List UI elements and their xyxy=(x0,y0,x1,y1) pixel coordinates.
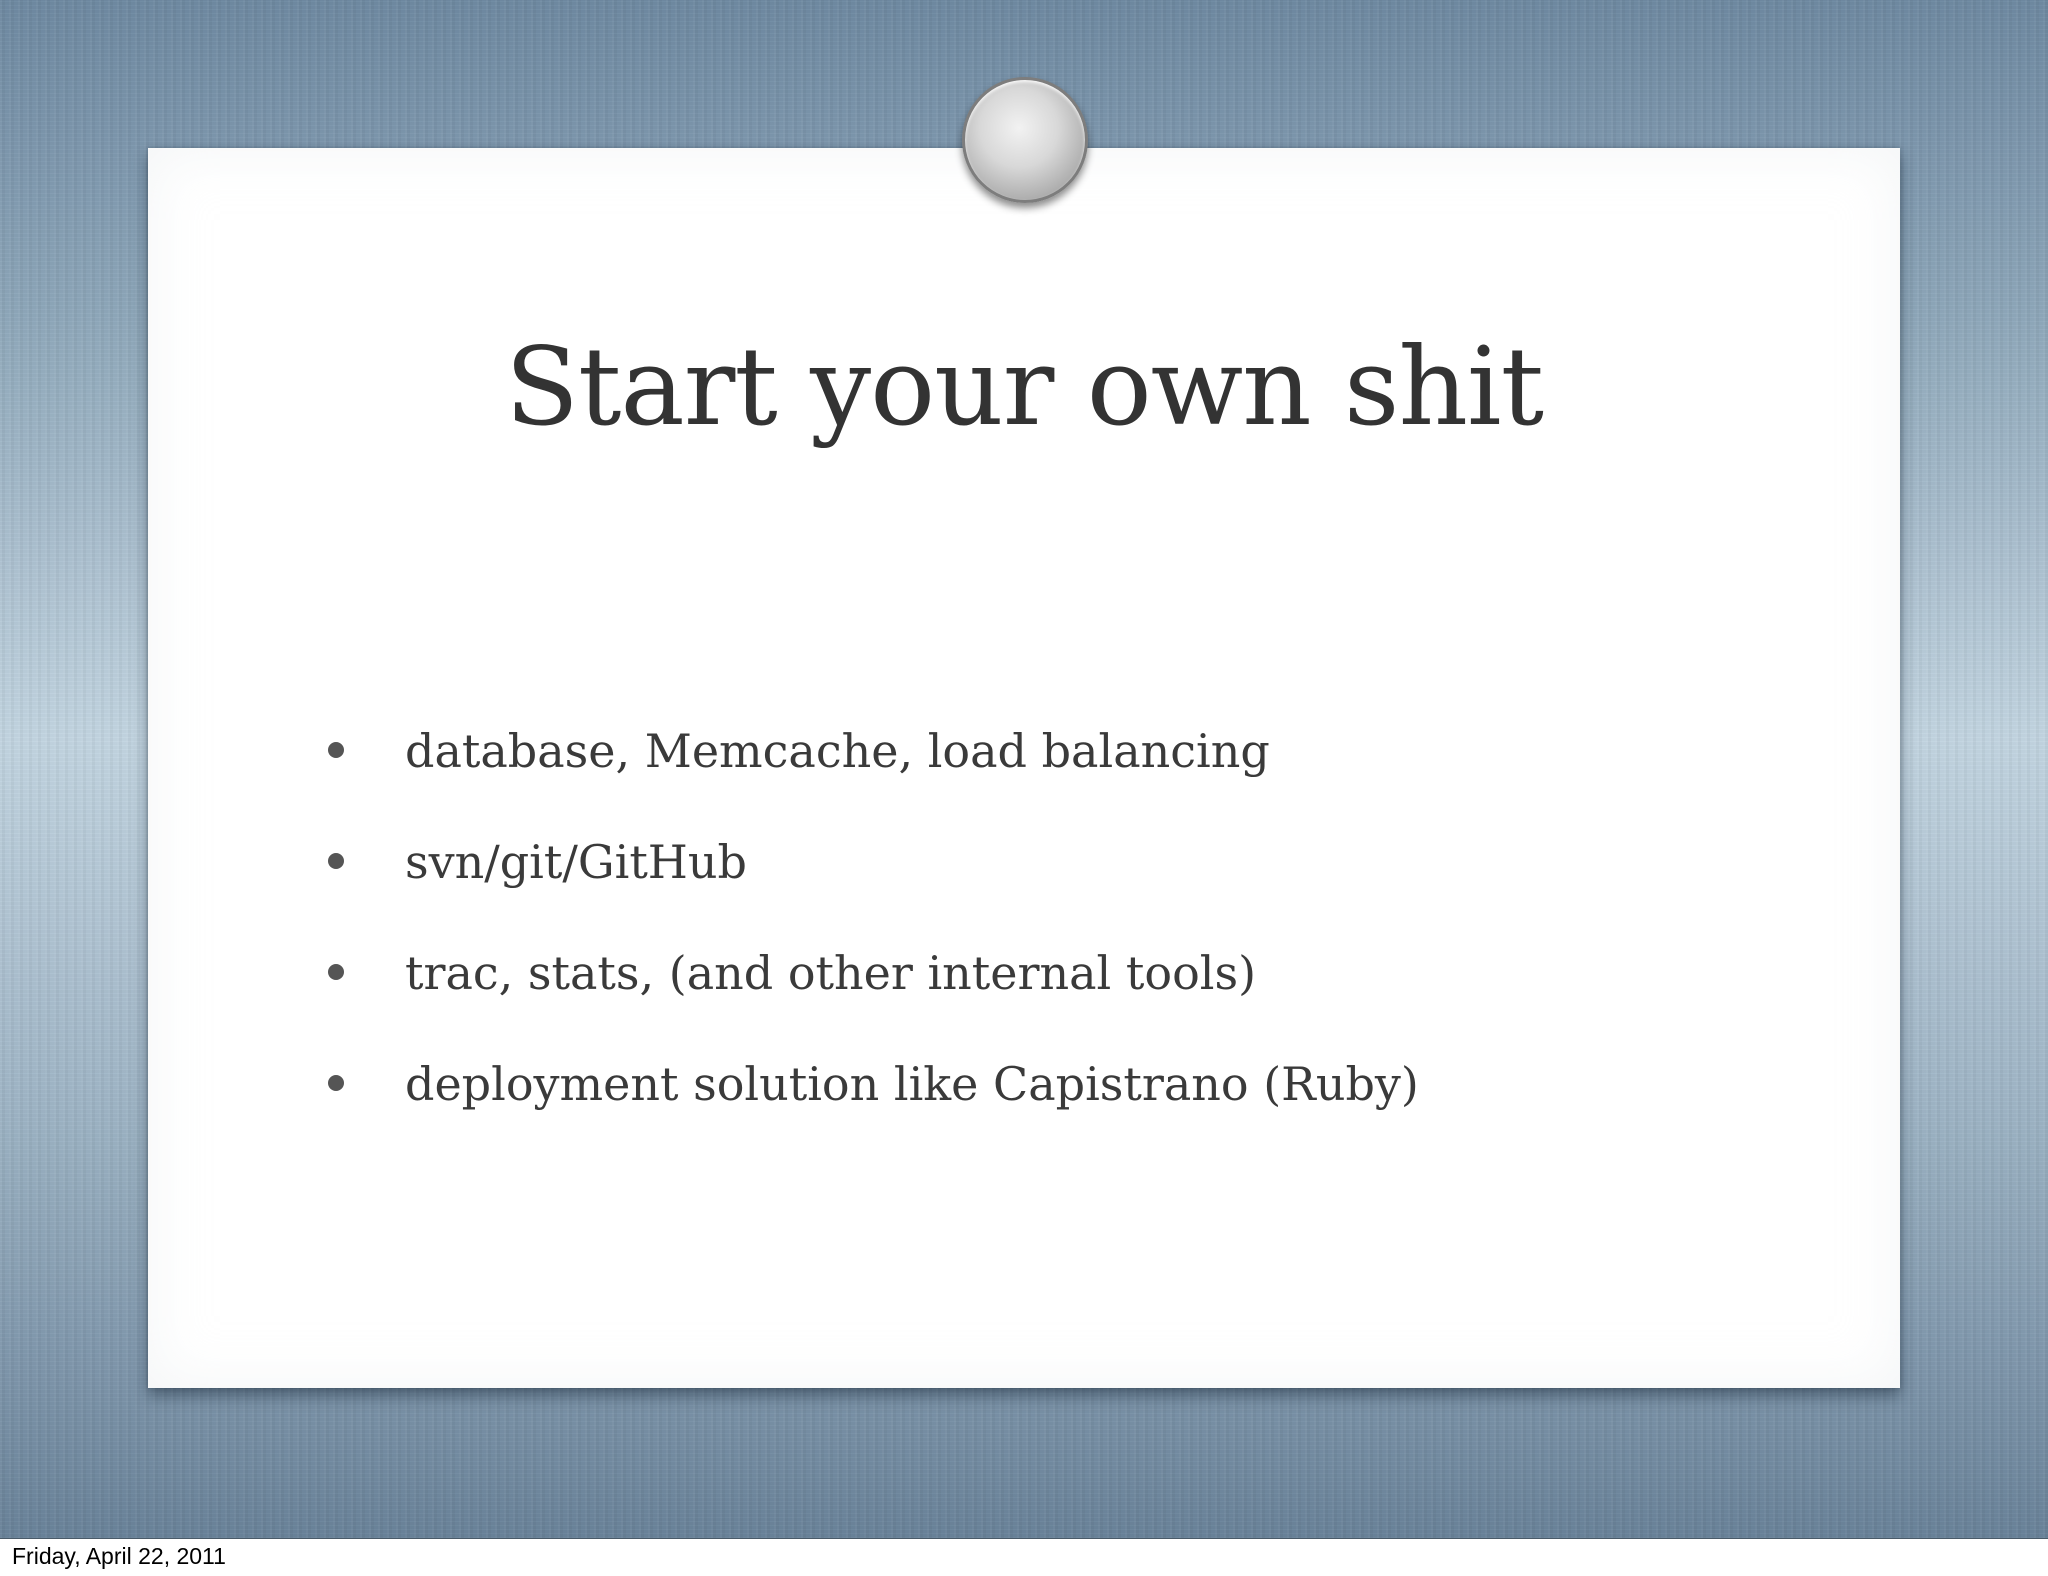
bullet-item xyxy=(316,940,1876,1051)
bullet-dot-icon xyxy=(328,742,344,758)
pushpin-icon xyxy=(962,77,1088,203)
bullet-item xyxy=(316,1051,1876,1162)
bullet-item xyxy=(316,718,1876,829)
bullet-item xyxy=(316,829,1876,940)
bullet-text: deployment solution like Capistrano (Ruby) xyxy=(405,1057,1419,1111)
bullet-dot-icon xyxy=(328,964,344,980)
footer-date: Friday, April 22, 2011 xyxy=(12,1543,226,1569)
bullet-list xyxy=(316,718,1876,1162)
bullet-dot-icon xyxy=(328,853,344,869)
slide-title: Start your own shit xyxy=(505,325,1543,450)
bullet-text: database, Memcache, load balancing xyxy=(405,724,1270,778)
bullet-text: trac, stats, (and other internal tools) xyxy=(405,946,1257,1000)
bullet-text: svn/git/GitHub xyxy=(405,835,747,889)
bullet-dot-icon xyxy=(328,1075,344,1091)
